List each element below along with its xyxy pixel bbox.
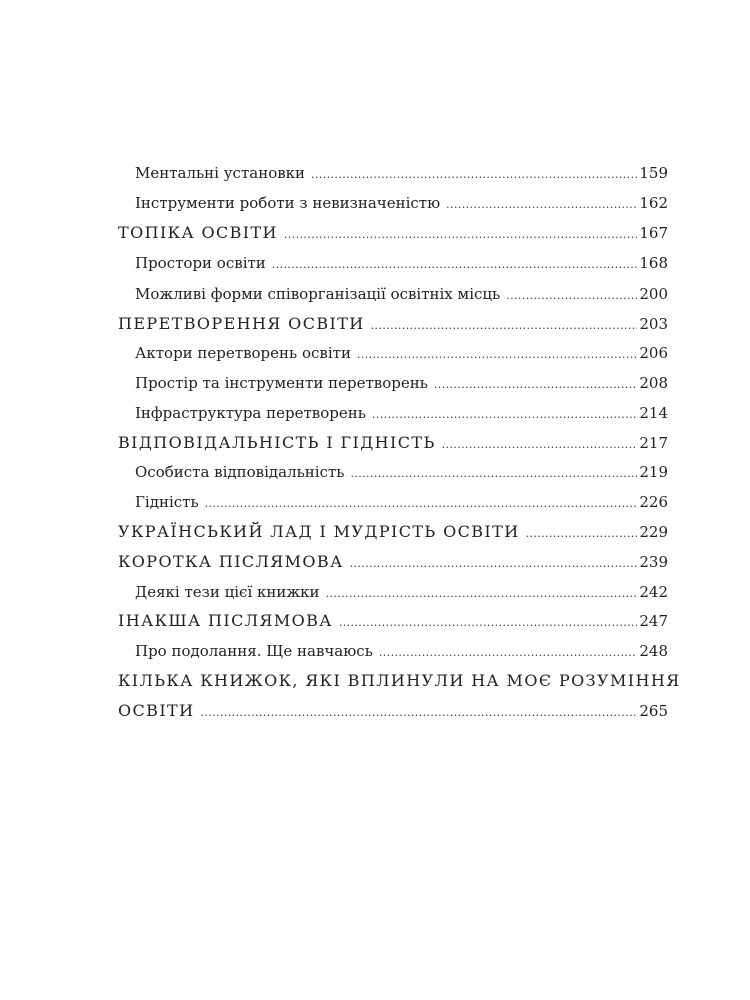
toc-section-heading <box>0 428 750 458</box>
toc-entry <box>0 248 750 278</box>
toc-entry-title: ВІДПОВІДАЛЬНІСТЬ І ГІДНІСТЬ <box>118 433 436 452</box>
toc-section-heading <box>0 547 750 577</box>
toc-entry <box>0 487 750 517</box>
toc-leader-dots <box>446 188 637 218</box>
toc-entry-page: 203 <box>639 315 668 333</box>
toc-entry <box>0 338 750 368</box>
toc-leader-dots <box>205 487 638 517</box>
toc-section-heading <box>0 517 750 547</box>
toc-entry-page: 159 <box>639 164 668 182</box>
toc-entry-page: 214 <box>639 404 668 422</box>
toc-entry-title: ОСВІТИ <box>118 701 195 720</box>
toc-entry-title: КОРОТКА ПІСЛЯМОВА <box>118 552 344 571</box>
toc-entry-title: ІНАКША ПІСЛЯМОВА <box>118 611 333 630</box>
toc-entry-title: Можливі форми співорганізації освітніх місць <box>135 285 501 303</box>
toc-leader-dots <box>442 428 638 458</box>
toc-entry-title: Ментальні установки <box>135 164 306 182</box>
toc-entry-page: 217 <box>639 434 668 452</box>
toc-entry-page: 265 <box>639 702 668 720</box>
toc-entry-page: 229 <box>639 523 668 541</box>
toc-entry-title: Простір та інструменти перетворень <box>135 374 428 392</box>
toc-entry-title: Деякі тези цієї книжки <box>135 583 320 601</box>
toc-entry <box>0 279 750 309</box>
toc-entry-title: Про подолання. Ще навчаюсь <box>135 642 373 660</box>
toc-entry-page: 162 <box>639 194 668 212</box>
toc-entry <box>0 188 750 218</box>
toc-entry-page: 242 <box>639 583 668 601</box>
toc-leader-dots <box>350 457 637 487</box>
toc-section-heading <box>0 218 750 248</box>
toc-leader-dots <box>311 158 637 188</box>
toc-entry-title: Інфраструктура перетворень <box>135 404 366 422</box>
toc-leader-dots <box>200 696 637 726</box>
toc-entry <box>0 636 750 666</box>
toc-section-heading <box>0 606 750 636</box>
toc-entry-page: 200 <box>639 285 668 303</box>
toc-leader-dots <box>434 368 637 398</box>
toc-entry-page: 167 <box>639 224 668 242</box>
toc-leader-dots <box>326 577 638 607</box>
toc-section-heading-line-1: КІЛЬКА КНИЖОК, ЯКІ ВПЛИНУЛИ НА МОЄ РОЗУМІННЯ <box>118 671 681 690</box>
toc-entry <box>0 368 750 398</box>
toc-entry-page: 208 <box>639 374 668 392</box>
toc-leader-dots <box>350 547 638 577</box>
toc-entry-page: 206 <box>639 344 668 362</box>
toc-entry-title: Особиста відповідальність <box>135 463 345 481</box>
toc-entry-title: Гідність <box>135 493 199 511</box>
toc-entry <box>0 398 750 428</box>
toc-leader-dots <box>272 248 638 278</box>
toc-entry-title: Простори освіти <box>135 254 266 272</box>
toc-entry-page: 247 <box>639 612 668 630</box>
toc-entry-title: УКРАЇНСЬКИЙ ЛАД І МУДРІСТЬ ОСВІТИ <box>118 522 520 541</box>
toc-entry <box>0 457 750 487</box>
toc-entry-page: 248 <box>639 642 668 660</box>
toc-entry-page: 219 <box>639 463 668 481</box>
toc-leader-dots <box>379 636 637 666</box>
toc-entry-page: 168 <box>639 254 668 272</box>
toc-entry-page: 226 <box>639 493 668 511</box>
toc-entry-page: 239 <box>639 553 668 571</box>
toc-entry-title: ПЕРЕТВОРЕННЯ ОСВІТИ <box>118 314 365 333</box>
toc-entry-title: Актори перетворень освіти <box>135 344 351 362</box>
toc-leader-dots <box>526 517 638 547</box>
toc-entry-title: ТОПІКА ОСВІТИ <box>118 223 278 242</box>
toc-section-heading-line-2 <box>0 696 750 726</box>
toc-entry-title: Інструменти роботи з невизначеністю <box>135 194 441 212</box>
toc-entry <box>0 577 750 607</box>
toc-section-heading <box>0 309 750 339</box>
toc-leader-dots <box>371 309 638 339</box>
toc-leader-dots <box>506 279 637 309</box>
toc-leader-dots <box>372 398 637 428</box>
toc-leader-dots <box>284 218 637 248</box>
toc-leader-dots <box>357 338 637 368</box>
toc-entry <box>0 158 750 188</box>
toc-leader-dots <box>339 606 638 636</box>
